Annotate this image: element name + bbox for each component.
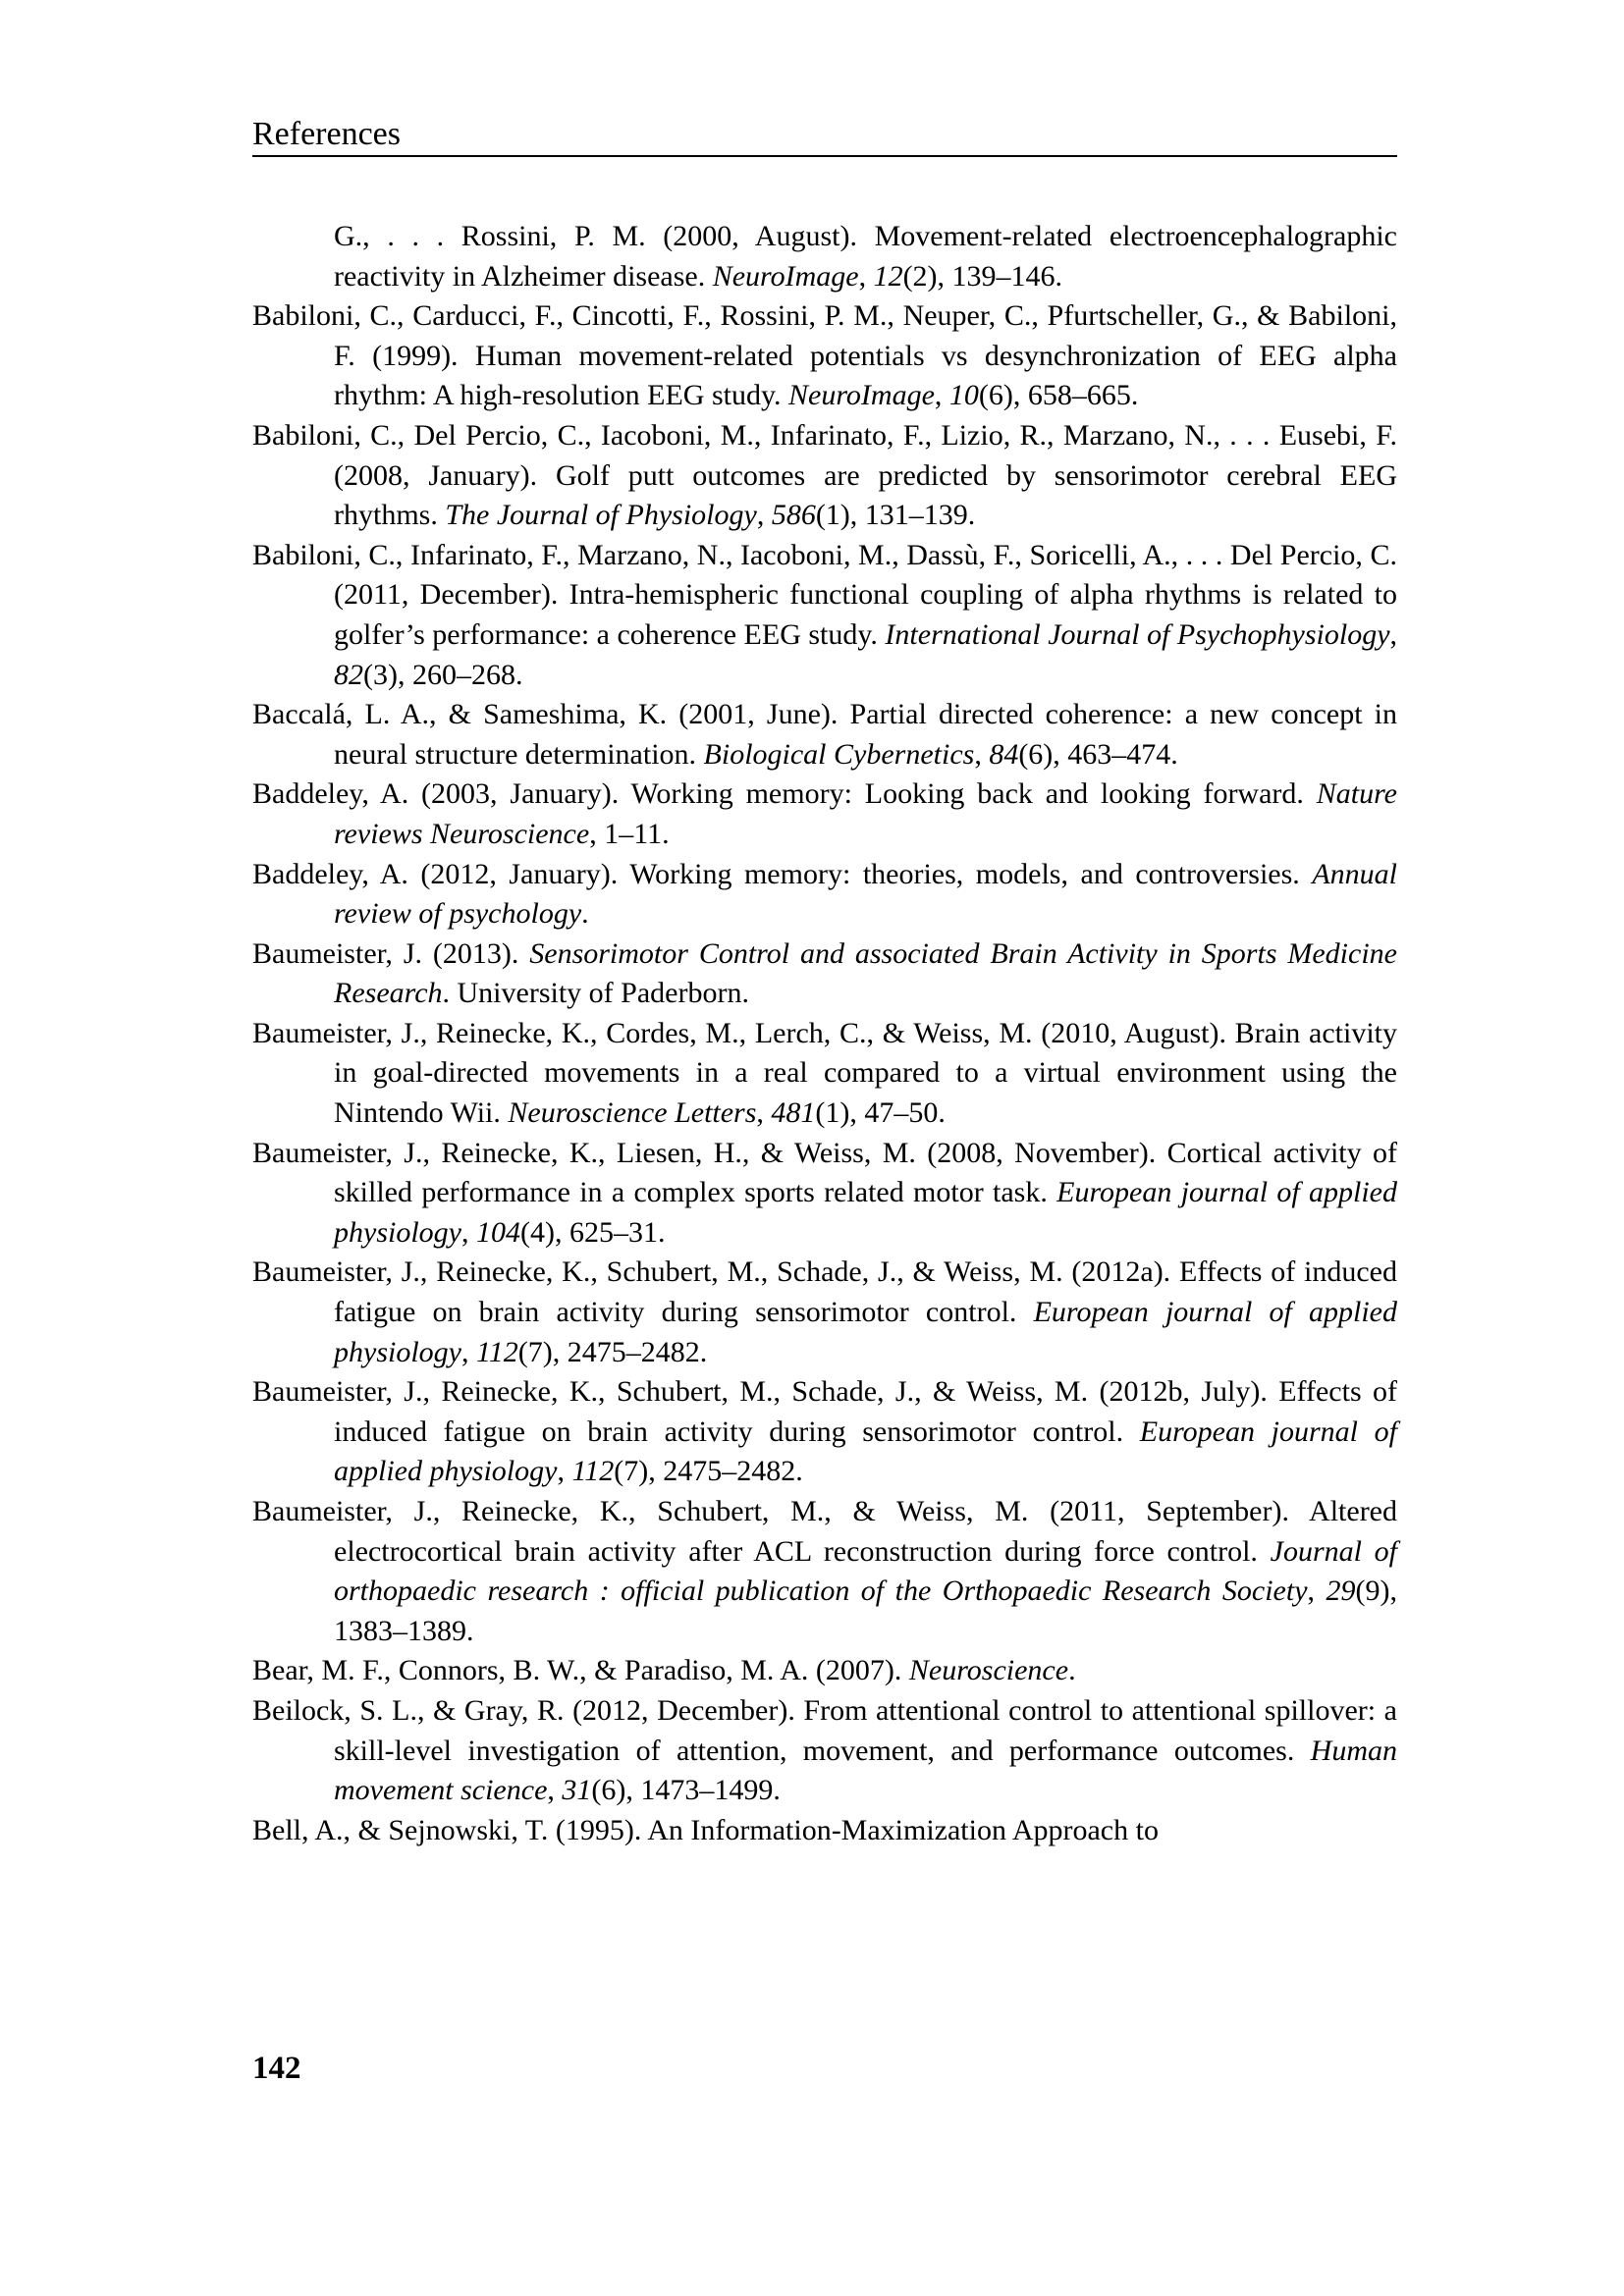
reference-text-segment: (6), 1473–1499.	[591, 1774, 781, 1807]
reference-text-segment: ,	[756, 499, 772, 532]
reference-text-segment: NeuroImage	[788, 379, 935, 412]
reference-text-segment: 112	[475, 1335, 518, 1368]
reference-text-segment: 10	[948, 379, 979, 412]
reference-text-segment: Baumeister, J., Reinecke, K., Liesen, H., & Weiss, M. (2008, November). Cortical activity of skilled performance in a complex sports related motor task.	[252, 1136, 1397, 1209]
reference-text-segment: Bear, M. F., Connors, B. W., & Paradiso, M. A. (2007).	[252, 1654, 909, 1687]
reference-text-segment: ,	[460, 1335, 476, 1368]
reference-text-segment: International Journal of Psychophysiology	[885, 617, 1390, 651]
reference-text-segment: 12	[873, 259, 903, 293]
reference-text-segment: Journal of orthopaedic research : official publication of the Orthopaedic Research Society	[334, 1534, 1397, 1608]
reference-text-segment: ,	[557, 1455, 572, 1488]
reference-text-segment: (2), 139–146.	[902, 259, 1063, 293]
reference-text-segment: (9), 1383–1389.	[334, 1575, 1398, 1647]
reference-text-segment: , 1–11.	[589, 817, 670, 850]
reference-entry	[252, 217, 1397, 296]
reference-text-segment: The Journal of Physiology	[445, 499, 757, 532]
reference-text-segment: 104	[475, 1215, 520, 1249]
reference-text-segment: Babiloni, C., Carducci, F., Cincotti, F., Rossini, P. M., Neuper, C., Pfurtscheller, G., & Babiloni, F. (1999). Human movement-related potentials vs desynchronization of EEG alpha rhythm: A high-resolution EEG study.	[252, 299, 1397, 412]
reference-text-segment: .	[581, 897, 589, 931]
reference-text-segment: NeuroImage	[712, 259, 859, 293]
reference-text-segment: ,	[858, 259, 874, 293]
reference-entry	[252, 536, 1397, 695]
reference-text-segment: Biological Cybernetics	[703, 737, 975, 771]
reference-text-segment: 31	[562, 1774, 592, 1807]
page-title: References	[252, 116, 402, 152]
reference-text-segment: ,	[547, 1774, 563, 1807]
reference-entry	[252, 1691, 1397, 1811]
reference-text-segment: Neuroscience	[908, 1654, 1069, 1687]
reference-entry	[252, 1651, 1397, 1691]
reference-text-segment: Babiloni, C., Infarinato, F., Marzano, N., Iacoboni, M., Dassù, F., Soricelli, A., . . . Del Percio, C. (2011, December). Intra-hemispheric functional coupling of alpha rhythms is related to golfer’s performance: a coherence EEG study.	[252, 538, 1397, 651]
reference-entry	[252, 1014, 1397, 1134]
reference-text-segment: (6), 658–665.	[978, 379, 1139, 412]
reference-text-segment: 84	[989, 737, 1019, 771]
reference-entry	[252, 1811, 1397, 1851]
reference-text-segment: G., . . . Rossini, P. M. (2000, August). Movement-related electroencephalographic reactivity in Alzheimer disease.	[334, 220, 1397, 293]
reference-entry	[252, 855, 1397, 934]
reference-entry	[252, 695, 1397, 774]
reference-text-segment: ,	[460, 1215, 476, 1249]
reference-text-segment: 481	[771, 1096, 816, 1130]
reference-text-segment: (7), 2475–2482.	[614, 1455, 803, 1488]
reference-text-segment: .	[1068, 1654, 1076, 1687]
reference-text-segment: Baumeister, J. (2013).	[252, 936, 530, 970]
reference-entry	[252, 1492, 1397, 1651]
reference-text-segment: Baddeley, A. (2012, January). Working memory: theories, models, and controversies.	[252, 857, 1313, 890]
reference-text-segment: Neuroscience Letters	[508, 1096, 757, 1130]
reference-text-segment: ,	[1389, 617, 1398, 651]
reference-text-segment: 112	[571, 1455, 615, 1488]
reference-text-segment: European journal of applied physiology	[334, 1296, 1397, 1368]
reference-text-segment: European journal of applied physiology	[334, 1415, 1397, 1488]
reference-entry	[252, 1253, 1397, 1372]
reference-entry	[252, 934, 1397, 1014]
reference-text-segment: Babiloni, C., Del Percio, C., Iacoboni, M., Infarinato, F., Lizio, R., Marzano, N., . . . Eusebi, F. (2008, January). Golf putt outcomes are predicted by sensorimotor cerebral EEG rhythms.	[252, 418, 1397, 532]
page-number: 142	[252, 2051, 301, 2086]
reference-text-segment: (3), 260–268.	[363, 658, 523, 691]
reference-text-segment: 586	[771, 499, 816, 532]
reference-text-segment: 29	[1326, 1575, 1356, 1608]
reference-text-segment: Baumeister, J., Reinecke, K., Schubert, M., & Weiss, M. (2011, September). Altered electrocortical brain activity after ACL reconstruction during force control.	[252, 1495, 1397, 1568]
reference-entry	[252, 296, 1397, 416]
reference-text-segment: Baumeister, J., Reinecke, K., Schubert, M., Schade, J., & Weiss, M. (2012b, July). Effects of induced fatigue on brain activity during sensorimotor control.	[252, 1375, 1397, 1448]
reference-text-segment: ,	[756, 1096, 772, 1130]
reference-text-segment: 82	[334, 658, 363, 691]
reference-entry	[252, 416, 1397, 536]
reference-entry	[252, 1134, 1397, 1254]
reference-text-segment: Baumeister, J., Reinecke, K., Cordes, M., Lerch, C., & Weiss, M. (2010, August). Brain activity in goal-directed movements in a real compared to a virtual environment using the Nintendo Wii.	[252, 1016, 1397, 1130]
header-rule	[252, 155, 1397, 157]
reference-text-segment: ,	[1307, 1575, 1326, 1608]
reference-text-segment: Baumeister, J., Reinecke, K., Schubert, M., Schade, J., & Weiss, M. (2012a). Effects of induced fatigue on brain activity during sensorimotor control.	[252, 1255, 1397, 1329]
reference-text-segment: Bell, A., & Sejnowski, T. (1995). An Information-Maximization Approach to	[252, 1813, 1159, 1846]
reference-text-segment: Baccalá, L. A., & Sameshima, K. (2001, June). Partial directed coherence: a new concept in neural structure determination.	[252, 698, 1397, 771]
reference-text-segment: (1), 131–139.	[815, 499, 976, 532]
reference-text-segment: (6), 463–474.	[1018, 737, 1178, 771]
reference-list	[252, 217, 1397, 1850]
reference-text-segment: (4), 625–31.	[519, 1215, 666, 1249]
reference-text-segment: (1), 47–50.	[815, 1096, 946, 1130]
reference-text-segment: Baddeley, A. (2003, January). Working memory: Looking back and looking forward.	[252, 777, 1317, 811]
reference-text-segment: ,	[974, 737, 990, 771]
reference-text-segment: Nature reviews Neuroscience	[334, 777, 1397, 850]
reference-text-segment: European journal of applied physiology	[334, 1176, 1397, 1249]
reference-text-segment: Beilock, S. L., & Gray, R. (2012, December). From attentional control to attentional spillover: a skill-level investigation of attention, movement, and performance outcomes.	[252, 1693, 1397, 1767]
reference-entry	[252, 774, 1397, 854]
reference-text-segment: Sensorimotor Control and associated Brain Activity in Sports Medicine Research	[334, 936, 1397, 1010]
reference-text-segment: . University of Paderborn.	[442, 977, 749, 1010]
reference-text-segment: Annual review of psychology	[334, 857, 1397, 931]
reference-text-segment: (7), 2475–2482.	[517, 1335, 708, 1368]
reference-text-segment: ,	[934, 379, 949, 412]
reference-entry	[252, 1372, 1397, 1492]
reference-text-segment: Human movement science	[334, 1734, 1397, 1807]
